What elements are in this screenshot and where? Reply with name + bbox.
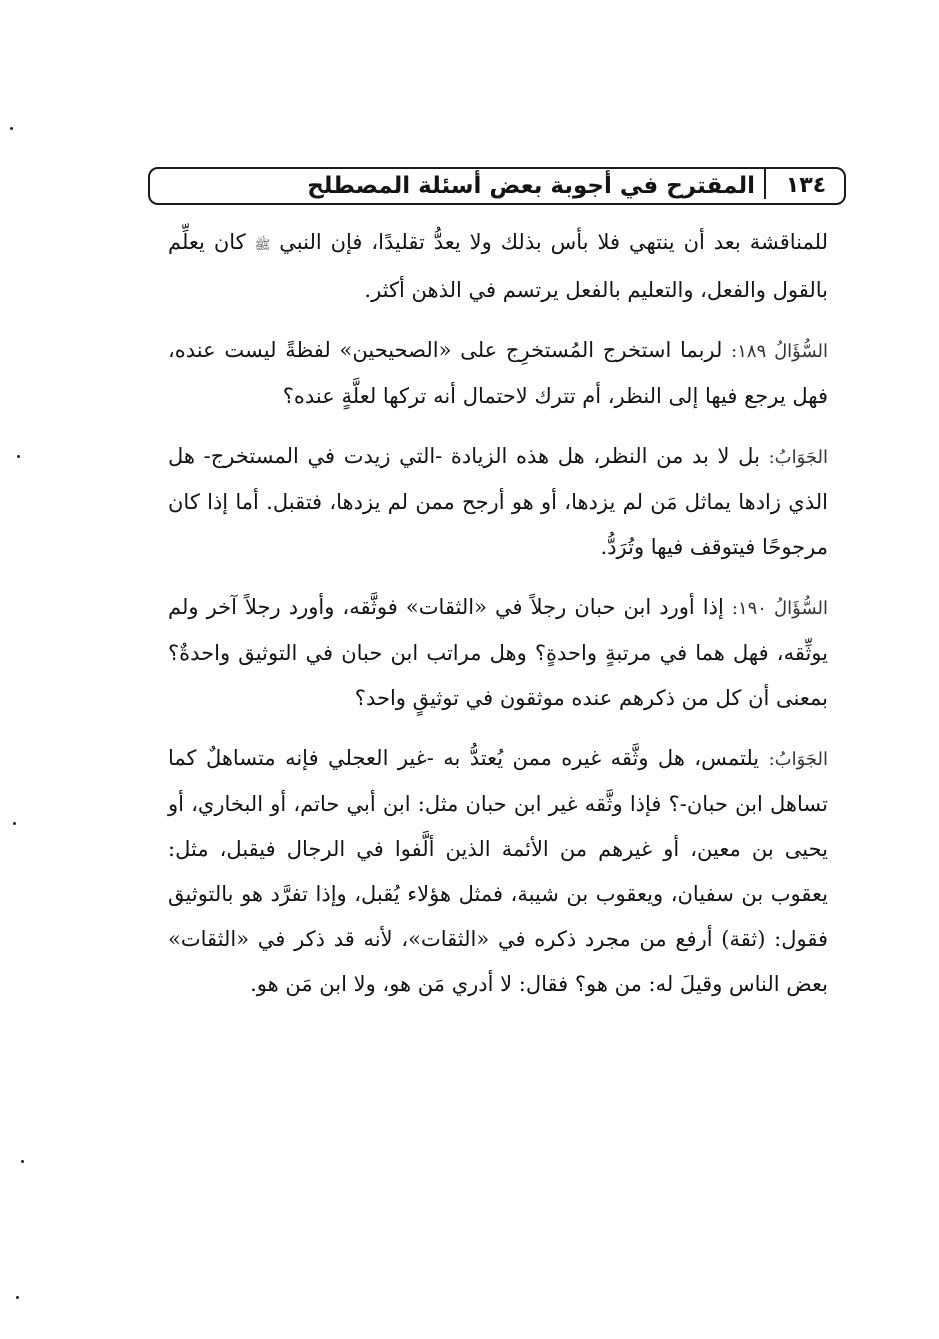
answer-text: بل لا بد من النظر، هل هذه الزيادة -التي زيدت في المستخرج- هل الذي زادها يماثل مَن لم يزدها، أو هو أرجح ممن لم يزدها، فتقبل. أما إذا كان مرجوحًا فيتوقف فيها وتُرَدُّ. (168, 444, 828, 559)
header-divider (764, 169, 766, 199)
answer-label: الجَوَابُ: (768, 749, 828, 770)
question-text: إذا أورد ابن حبان رجلاً في «الثقات» فوثَّقه، وأورد رجلاً آخر ولم يوثِّقه، فهل هما في مرتبةٍ واحدةٍ؟ وهل مراتب ابن حبان في التوثيق واحدةٌ؟ بمعنى أن كل من ذكرهم عنده موثقون في توثيقٍ واحد؟ (168, 595, 828, 710)
paragraph-text: كان يعلِّم بالقول والفعل، والتعليم بالفعل يرتسم في الذهن أكثر. (168, 230, 828, 302)
scan-speck (13, 822, 16, 825)
scan-speck (10, 127, 13, 130)
book-title: المقترح في أجوبة بعض أسئلة المصطلح (307, 173, 755, 199)
question-label: السُّؤَالُ ١٨٩: (731, 341, 828, 362)
question-label: السُّؤَالُ ١٩٠: (731, 598, 828, 619)
question-text: لربما استخرج المُستخرِج على «الصحيحين» لفظةً ليست عنده، فهل يرجع فيها إلى النظر، أم تترك لاحتمال أنه تركها لعلَّةٍ عنده؟ (168, 338, 828, 408)
honorific-glyph: ﷺ (254, 238, 271, 253)
scan-speck (21, 1160, 24, 1163)
scan-speck (16, 1296, 19, 1299)
answer-190 (168, 736, 828, 1007)
page-number: ١٣٤ (785, 173, 827, 198)
scan-speck (17, 455, 20, 458)
answer-189 (168, 434, 828, 570)
running-header (148, 167, 846, 205)
paragraph-continuation (168, 220, 828, 313)
paragraph-text: للمناقشة بعد أن ينتهي فلا بأس بذلك ولا يعدُّ تقليدًا، فإن النبي (279, 230, 828, 254)
page-body (168, 220, 828, 1022)
question-189 (168, 328, 828, 419)
question-190 (168, 585, 828, 721)
answer-text: يلتمس، هل وثَّقه غيره ممن يُعتدُّ به -غير العجلي فإنه متساهلٌ كما تساهل ابن حبان-؟ فإذا وثَّقه غير ابن حبان مثل: ابن أبي حاتم، أو البخاري، أو يحيى بن معين، أو غيرهم من الأئمة الذين ألَّفوا في الرجال فيقبل، مثل: يعقوب بن سفيان، ويعقوب بن شيبة، فمثل هؤلاء يُقبل، وإذا تفرَّد هو بالتوثيق فقول: (ثقة) أرفع من مجرد ذكره في «الثقات»، لأنه قد ذكر في «الثقات» بعض الناس وقيلَ له: من هو؟ فقال: لا أدري مَن هو، ولا ابن مَن هو. (168, 746, 828, 996)
answer-label: الجَوَابُ: (768, 447, 828, 468)
